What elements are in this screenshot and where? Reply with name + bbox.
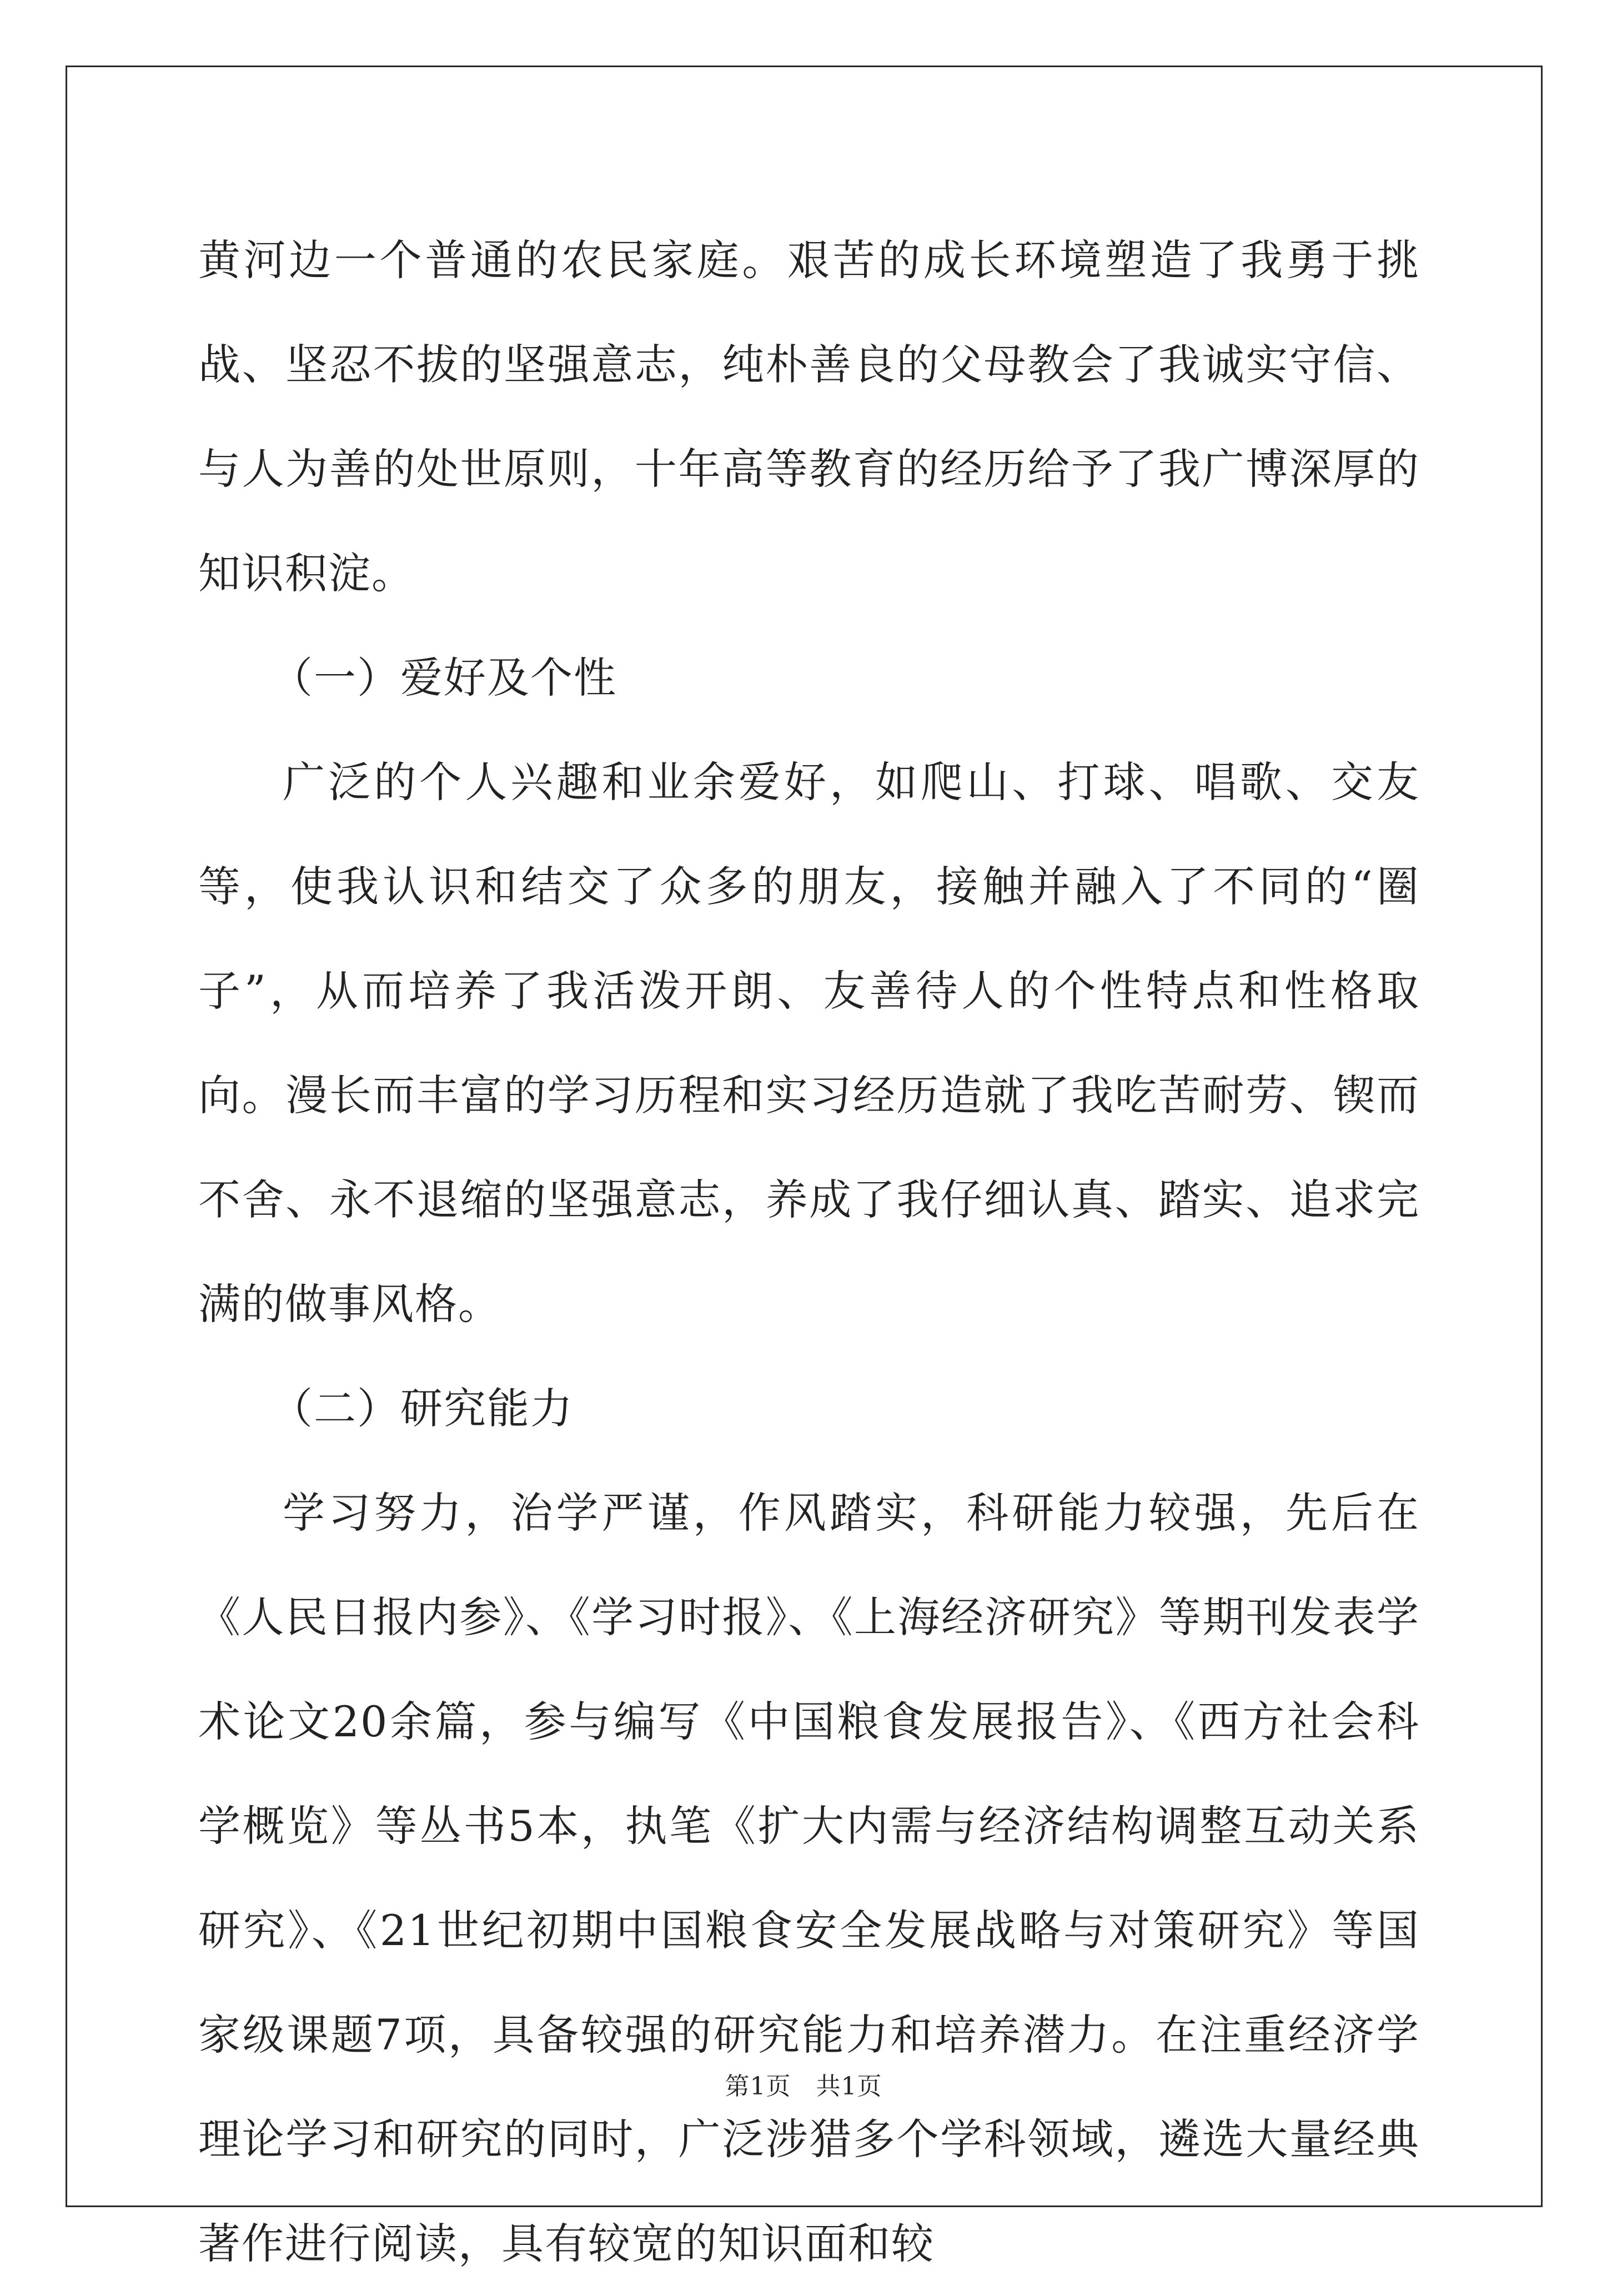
page-footer: 第1页 共1页 bbox=[725, 2072, 882, 2101]
paragraph-upbringing: 黄河边一个普通的农民家庭。艰苦的成长环境塑造了我勇于挑战、坚忍不拔的坚强意志，纯朴善良的父母教会了我诚实守信、与人为善的处世原则，十年高等教育的经历给予了我广博深厚的知识积淀。 bbox=[198, 235, 1420, 598]
paragraph-hobbies: 广泛的个人兴趣和业余爱好，如爬山、打球、唱歌、交友等，使我认识和结交了众多的朋友，接触并融入了不同的“圈子”，从而培养了我活泼开朗、友善待人的个性特点和性格取向。漫长而丰富的学习历程和实习经历造就了我吃苦耐劳、锲而不舍、永不退缩的坚强意志，养成了我仔细认真、踏实、追求完满的做事风格。 bbox=[198, 757, 1420, 1329]
document-body bbox=[198, 208, 1420, 2296]
section-heading-research: （二）研究能力 bbox=[270, 1384, 574, 1433]
section-heading-hobbies: （一）爱好及个性 bbox=[270, 653, 617, 702]
paragraph-research: 学习努力，治学严谨，作风踏实，科研能力较强，先后在《人民日报内参》、《学习时报》、《上海经济研究》等期刊发表学术论文20余篇，参与编写《中国粮食发展报告》、《西方社会科学概览》等丛书5本，执笔《扩大内需与经济结构调整互动关系研究》、《21世纪初期中国粮食安全发展战略与对策研究》等国家级课题7项，具备较强的研究能力和培养潜力。在注重经济学理论学习和研究的同时，广泛涉猎多个学科领域，遴选大量经典著作进行阅读，具有较宽的知识面和较 bbox=[198, 1488, 1420, 2268]
